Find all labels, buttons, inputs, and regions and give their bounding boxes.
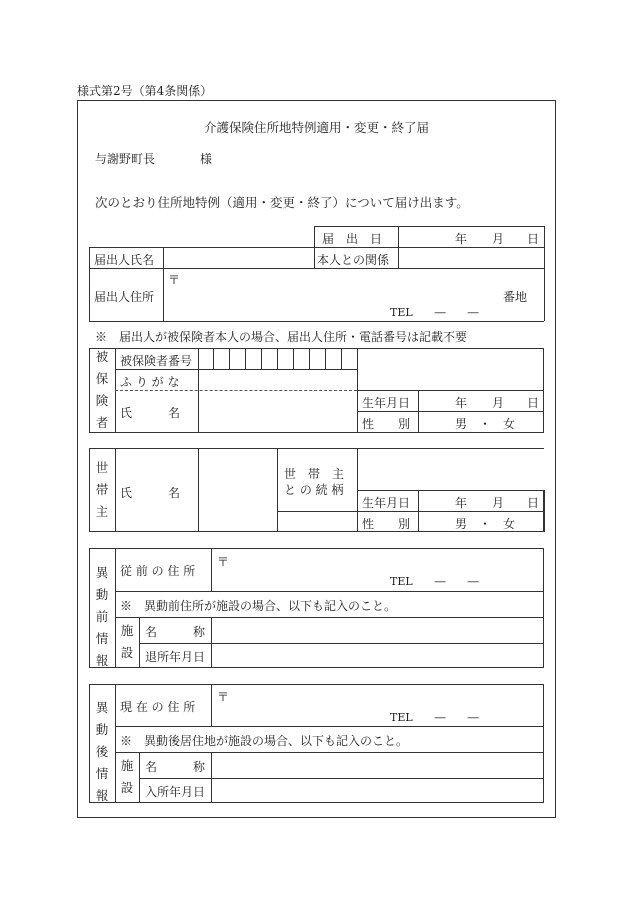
householder-name-label: 氏 名	[120, 486, 181, 500]
householder-year-label: 年	[455, 496, 468, 510]
insured-birth-label: 生年月日	[362, 396, 411, 410]
householder-side-label: 世帯主	[95, 460, 109, 519]
note-submitter: ※ 届出人が被保険者本人の場合、届出人住所・電話番号は記載不要	[95, 330, 468, 344]
before-move-facility-name-label: 名 称	[145, 625, 206, 639]
after-move-facility-name-label: 名 称	[145, 760, 206, 774]
insured-number-label: 被保険者番号	[120, 354, 193, 368]
insured-month-label: 月	[492, 396, 505, 410]
after-move-address-label: 現 在 の 住 所	[120, 700, 196, 714]
submit-day-label: 日	[527, 232, 540, 246]
before-move-address-label: 従 前 の 住 所	[120, 564, 196, 578]
insured-day-label: 日	[527, 396, 540, 410]
insured-furigana-label: ふ り が な	[120, 375, 180, 389]
submitter-tel: TEL ― ―	[390, 306, 479, 319]
before-move-side-label: 異動前情報	[95, 565, 109, 668]
insured-sex-label: 性 別	[362, 417, 411, 431]
form-id: 様式第2号（第4条関係）	[77, 84, 213, 98]
after-move-postal-mark: 〒	[217, 690, 230, 704]
after-move-side-label: 異動後情報	[95, 700, 109, 803]
addressee-honorific: 様	[200, 152, 213, 166]
insured-name-label: 氏 名	[120, 406, 181, 420]
householder-month-label: 月	[492, 496, 505, 510]
before-move-facility-label: 施設	[120, 623, 134, 660]
intro-text: 次のとおり住所地特例（適用・変更・終了）について届け出ます。	[95, 195, 469, 210]
householder-relation-label-1: 世 帯 主	[284, 467, 345, 481]
submit-date-label: 届 出 日	[322, 232, 383, 246]
submitter-banchi: 番地	[503, 290, 528, 304]
form-title: 介護保険住所地特例適用・変更・終了届	[203, 120, 429, 135]
householder-day-label: 日	[527, 496, 540, 510]
householder-birth-label: 生年月日	[362, 496, 411, 510]
before-move-postal-mark: 〒	[217, 555, 230, 569]
insured-year-label: 年	[455, 396, 468, 410]
insured-side-label: 被保険者	[95, 349, 109, 430]
after-move-date-label: 入所年月日	[145, 785, 206, 799]
before-move-tel: TEL ― ―	[390, 575, 479, 588]
submitter-name-label: 届出人氏名	[94, 253, 155, 267]
submitter-address-label: 届出人住所	[94, 290, 155, 304]
submit-year-label: 年	[455, 232, 468, 246]
before-move-date-label: 退所年月日	[145, 650, 206, 664]
before-move-note: ※ 異動前住所が施設の場合、以下も記入のこと。	[120, 599, 397, 613]
householder-relation-label-2: と の 続 柄	[284, 483, 344, 497]
householder-sex-label: 性 別	[362, 517, 411, 531]
insured-sex-value: 男 ・ 女	[455, 417, 516, 431]
after-move-note: ※ 異動後居住地が施設の場合、以下も記入のこと。	[120, 734, 409, 748]
addressee-name: 与謝野町長	[95, 152, 156, 166]
householder-sex-value: 男 ・ 女	[455, 517, 516, 531]
submitter-relation-label: 本人との関係	[317, 253, 390, 267]
submitter-postal-mark: 〒	[168, 273, 181, 287]
after-move-tel: TEL ― ―	[390, 711, 479, 724]
after-move-facility-label: 施設	[120, 758, 134, 795]
submit-month-label: 月	[492, 232, 505, 246]
